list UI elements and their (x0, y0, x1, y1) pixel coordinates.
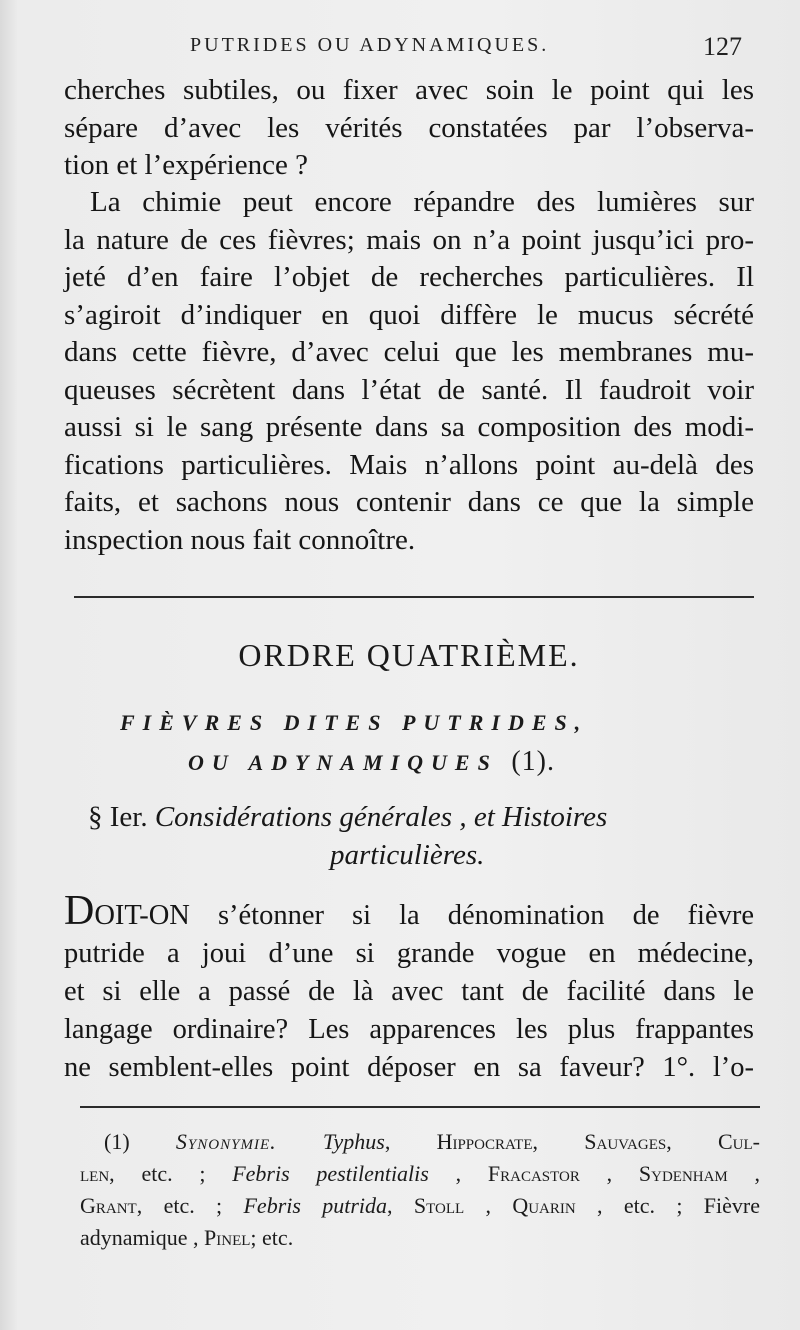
footnote-febris-pestilentialis: Febris pestilentialis (232, 1161, 429, 1186)
footnote-grant: Grant (80, 1193, 137, 1218)
footnote-cul: Cul- (718, 1129, 760, 1154)
order-title: ORDRE QUATRIÈME. (238, 637, 580, 673)
page-number: 127 (703, 32, 742, 61)
subsection-line1 (64, 798, 754, 836)
footnote-sydenham: Sydenham (638, 1161, 728, 1186)
text-line: s’agiroit d’indiquer en quoi diffère le mucus sécrété (64, 298, 754, 331)
text-line: ne semblent-elles point déposer en sa faveur? 1°. l’o- (64, 1052, 754, 1083)
section-heading-line2 (64, 746, 800, 778)
subsection-number: § Ier. (88, 801, 148, 833)
footnote-etc: etc. (623, 1193, 656, 1218)
footnote-pinel: Pinel (204, 1225, 251, 1250)
footnote-line: Grant, etc. ; Febris putrida, Stoll , Quarin , etc. ; Fièvre (80, 1193, 760, 1218)
text-line: langage ordinaire? Les apparences les plus frappantes (64, 1014, 754, 1045)
footnote-len: len (80, 1161, 110, 1186)
text-line: faits, et sachons nous contenir dans ce que la simple (64, 486, 754, 518)
text-line: cherches subtiles, ou fixer avec soin le point qui les (64, 74, 754, 106)
text-line: dans cette fièvre, d’avec celui que les membranes mu- (64, 336, 754, 368)
footnote-typhus: Typhus (322, 1129, 385, 1154)
text-line: La chimie peut encore répandre des lumières sur (90, 186, 754, 218)
footnote-hippocrate: Hippocrate (436, 1129, 533, 1154)
footnote-reference: (1). (511, 746, 555, 777)
page-header (60, 34, 750, 64)
text-line: putride a joui d’une si grande vogue en médecine, (64, 938, 754, 969)
text-line: aussi si le sang présente dans sa composition des modi- (64, 411, 754, 443)
subsection-title: Considérations générales , et Histoires (154, 801, 608, 833)
text-line: tion et l’expérience ? (64, 149, 308, 181)
text-line: jeté d’en faire l’objet de recherches particulières. Il (64, 261, 754, 293)
lead-words: OIT-ON (94, 900, 190, 931)
running-head: PUTRIDES OU ADYNAMIQUES. (190, 34, 550, 56)
footnote-adynamique: adynamique (80, 1225, 188, 1250)
footnote-fracastor: Fracastor (487, 1161, 580, 1186)
footnote-marker: (1) (104, 1129, 130, 1154)
footnote-fievre: Fièvre (703, 1193, 760, 1218)
text-line: la nature de ces fièvres; mais on n’a point jusqu’ici pro- (64, 223, 754, 256)
footnote-synonymie: Synonymie. (175, 1129, 277, 1154)
footnote-etc: etc. (163, 1193, 195, 1218)
section-divider (74, 596, 754, 598)
footnote-divider (80, 1106, 760, 1108)
footnote-line: adynamique , Pinel; etc. (80, 1225, 294, 1250)
footnote-stoll: Stoll (413, 1193, 465, 1218)
footnote-febris-putrida: Febris putrida (243, 1193, 388, 1218)
section-heading-text: OU ADYNAMIQUES (188, 750, 498, 775)
subsection-heading (64, 798, 754, 874)
lead-line-rest: s’étonner si la dénomination de fièvre (189, 900, 754, 931)
text-line: et si elle a passé de là avec tant de facilité dans le (64, 976, 754, 1007)
footnote-etc: etc. (141, 1161, 173, 1186)
footnote (80, 1126, 760, 1254)
footnote-quarin: Quarin (512, 1193, 576, 1218)
text-line: inspection nous fait connoître. (64, 523, 416, 556)
text-line: fications particulières. Mais n’allons point au-delà des (64, 448, 754, 481)
text-line: queuses sécrètent dans l’état de santé. Il faudroit voir (64, 373, 754, 406)
footnote-etc: etc. (262, 1225, 294, 1250)
text-line-lead (64, 888, 754, 935)
drop-cap: D (64, 888, 95, 934)
paragraph-chimie (64, 184, 754, 559)
paragraph-continuation (64, 72, 754, 185)
section-heading-line1: FIÈVRES DITES PUTRIDES, (120, 710, 589, 735)
text-line: sépare d’avec les vérités constatées par l’observa- (64, 111, 754, 144)
footnote-sauvages: Sauvages (584, 1129, 667, 1154)
paragraph-doit-on (64, 888, 754, 1087)
subsection-title-line2: particulières. (330, 839, 485, 871)
footnote-line: (1) Synonymie. Typhus, Hippocrate, Sauvages, Cul- (104, 1129, 760, 1154)
footnote-line: len, etc. ; Febris pestilentialis , Fracastor , Sydenham , (80, 1161, 761, 1186)
